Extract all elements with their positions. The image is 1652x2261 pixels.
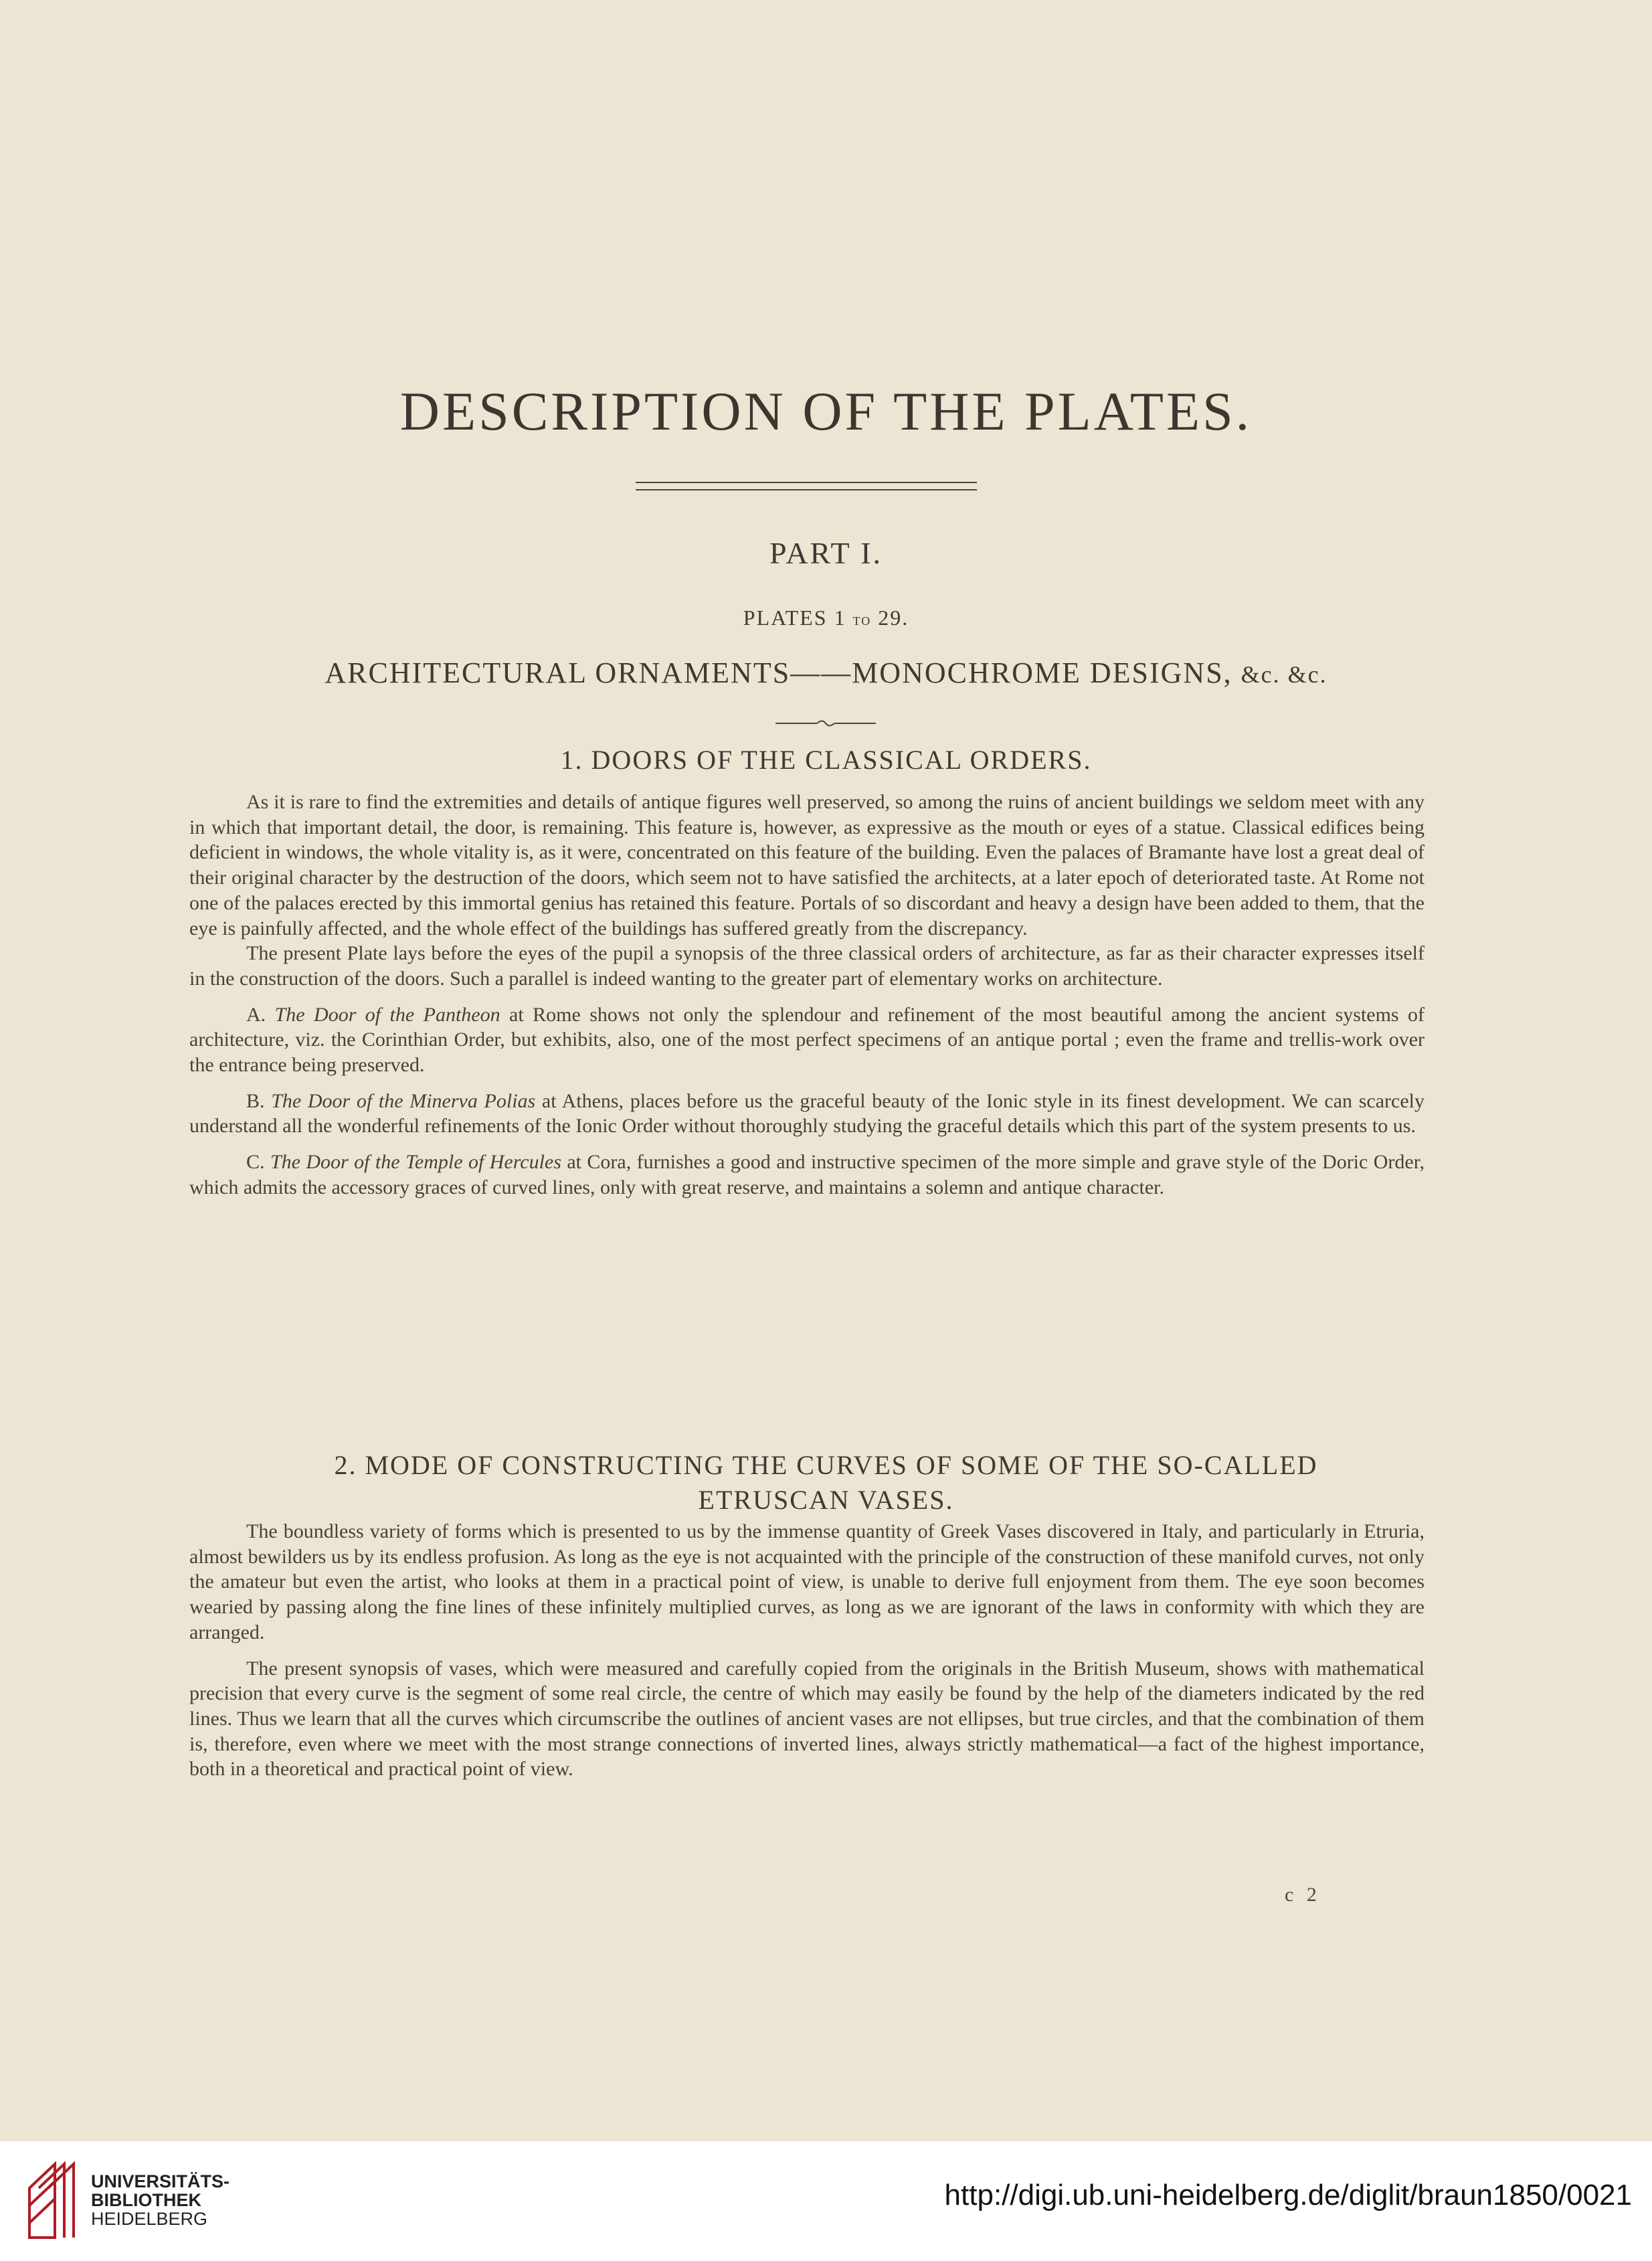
part-subtitle	[0, 656, 1652, 690]
item-b-text: at Athens, places before us the graceful beauty of the Ionic style in its finest development. We can scarcely understand all the wonderful refinements of the Ionic Order without thoroughly studying the graceful details which this part of the system presents to us.	[189, 1089, 1425, 1138]
library-name-line-2: BIBLIOTHEK	[91, 2190, 201, 2210]
permalink-url[interactable]: http://digi.ub.uni-heidelberg.de/diglit/braun1850/0021	[944, 2179, 1632, 2211]
subtitle-etc: &c. &c.	[1241, 661, 1327, 688]
page-signature: c 2	[1285, 1884, 1321, 1906]
ornament-divider	[775, 719, 876, 728]
library-logo-icon	[25, 2159, 79, 2246]
part-heading: PART I.	[769, 536, 883, 570]
item-b-title: The Door of the Minerva Polias	[271, 1089, 536, 1112]
digitization-footer	[0, 2141, 1652, 2261]
plates-to: to	[852, 610, 872, 629]
section-1-body	[189, 790, 1425, 1200]
plates-prefix: PLATES 1	[743, 606, 846, 630]
item-c-text: at Cora, furnishes a good and instructive specimen of the more simple and grave style of the Doric Order, which admits the accessory graces of curved lines, only with great reserve, and maintains a solemn and antique character.	[189, 1151, 1425, 1198]
item-b-letter: B.	[246, 1089, 265, 1112]
section-1-paragraph-2: The present Plate lays before the eyes of the pupil a synopsis of the three classical orders of architecture, as far as their character expresses itself in the construction of the doors. Such a parallel is indeed wanting to the greater part of elementary works on architecture.	[189, 942, 1425, 990]
library-name	[91, 2172, 230, 2228]
section-2-body	[189, 1519, 1425, 1782]
section-2-heading	[0, 1448, 1652, 1518]
section-2-heading-line-2: ETRUSCAN VASES.	[698, 1485, 954, 1515]
plates-range	[0, 606, 1652, 630]
plates-end: 29.	[878, 606, 909, 630]
library-name-line-3: HEIDELBERG	[91, 2209, 208, 2229]
item-a-text: at Rome shows not only the splendour and refinement of the most beautiful among the ancient systems of architecture, viz. the Corinthian Order, but exhibits, also, one of the most perfect specimens of an antique portal ; even the frame and trellis-work over the entrance being preserved.	[189, 1003, 1425, 1077]
section-2-heading-line-1: 2. MODE OF CONSTRUCTING THE CURVES OF SOME OF THE SO-CALLED	[334, 1450, 1318, 1480]
section-2-paragraph-2: The present synopsis of vases, which were measured and carefully copied from the originals in the British Museum, shows with mathematical precision that every curve is the segment of some real circle, the centre of which may easily be found by the help of the diameters indicated by the red lines. Thus we learn that all the curves which circumscribe the outlines of ancient vases are not ellipses, but true circles, and that the combination of them is, therefore, even where we meet with the most strange connections of inverted lines, always strictly mathematical—a fact of the highest importance, both in a theoretical and practical point of view.	[189, 1657, 1425, 1781]
item-c	[189, 1150, 1425, 1200]
double-rule-divider	[636, 482, 977, 490]
section-2-paragraph-1: The boundless variety of forms which is presented to us by the immense quantity of Greek Vases discovered in Italy, and particularly in Etruria, almost bewilders us by its endless profusion. As long as the eye is not acquainted with the principle of the construction of these manifold curves, not only the amateur but even the artist, who looks at them in a practical point of view, is unable to derive full enjoyment from them. The eye soon becomes wearied by passing along the fine lines of these infinitely multiplied curves, as long as we are ignorant of the laws in conformity with which they are arranged.	[189, 1520, 1425, 1643]
item-c-letter: C.	[246, 1151, 265, 1174]
section-1-heading: 1. DOORS OF THE CLASSICAL ORDERS.	[560, 745, 1092, 775]
item-b	[189, 1089, 1425, 1139]
item-a	[189, 1002, 1425, 1078]
page-title: DESCRIPTION OF THE PLATES.	[399, 381, 1253, 442]
subtitle-main: ARCHITECTURAL ORNAMENTS——MONOCHROME DESIGNS,	[325, 656, 1232, 689]
item-a-letter: A.	[246, 1003, 266, 1026]
section-1-paragraph-1: As it is rare to find the extremities and details of antique figures well preserved, so among the ruins of ancient buildings we seldom meet with any in which that important detail, the door, is remaining. This feature is, however, as expressive as the mouth or eyes of a statue. Classical edifices being deficient in windows, the whole vitality is, as it were, concentrated on this feature of the building. Even the palaces of Bramante have lost a great deal of their original character by the destruction of the doors, which seem not to have satisfied the architects, at a later epoch of deteriorated taste. At Rome not one of the palaces erected by this immortal genius has retained this feature. Portals of so discordant and heavy a design have been added to them, that the eye is painfully affected, and the whole effect of the buildings has suffered greatly from the discrepancy.	[189, 791, 1425, 939]
item-a-title: The Door of the Pantheon	[274, 1003, 500, 1026]
item-c-title: The Door of the Temple of Hercules	[270, 1151, 561, 1174]
library-name-line-1: UNIVERSITÄTS-	[91, 2171, 230, 2191]
